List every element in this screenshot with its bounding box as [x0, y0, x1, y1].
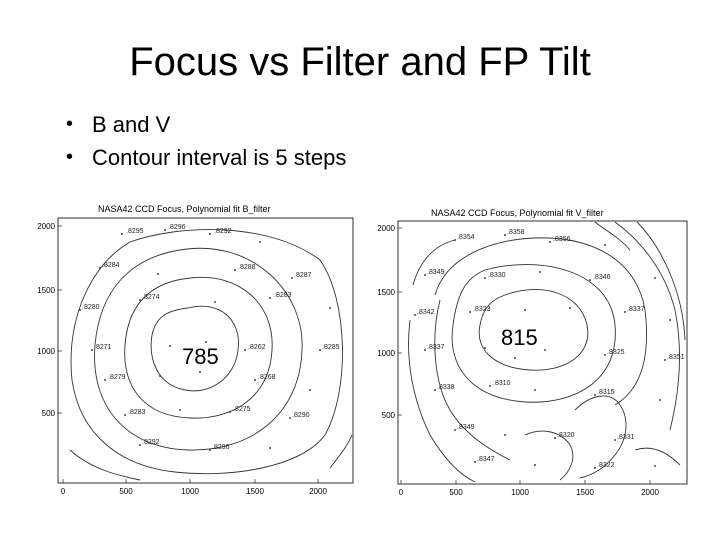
svg-text:.8283: .8283 — [128, 409, 146, 416]
contour-figure — [365, 200, 695, 500]
svg-text:.8320: .8320 — [557, 432, 575, 439]
svg-text:.8287: .8287 — [294, 272, 312, 279]
center-value-label: 815 — [501, 325, 538, 350]
svg-text:.8346: .8346 — [593, 274, 611, 281]
svg-text:.8347: .8347 — [477, 456, 495, 463]
svg-text:.8331: .8331 — [617, 434, 635, 441]
x-axis — [61, 479, 328, 496]
contour-lines — [409, 222, 685, 482]
svg-text:.8330: .8330 — [488, 272, 506, 279]
y-tick-label: 1000 — [377, 349, 395, 358]
svg-text:.8280: .8280 — [82, 304, 100, 311]
svg-text:.8283: .8283 — [274, 292, 292, 299]
bullet-dot-icon: • — [66, 146, 74, 168]
x-tick-label: 0 — [60, 487, 66, 496]
bullet-item — [66, 141, 346, 174]
point-annotations — [417, 229, 685, 469]
x-tick-label: 1500 — [246, 487, 264, 496]
contour-plot-v-filter — [365, 200, 695, 500]
svg-text:.8356: .8356 — [553, 236, 571, 243]
y-tick-label: 2000 — [37, 222, 55, 231]
x-tick-label: 0 — [398, 488, 404, 497]
slide-title: Focus vs Filter and FP Tilt — [129, 40, 591, 84]
bullet-dot-icon: • — [66, 113, 74, 135]
plot-title: NASA42 CCD Focus, Polynomial fit B_filter — [98, 204, 271, 214]
svg-text:.8342: .8342 — [417, 309, 435, 316]
svg-text:.8271: .8271 — [94, 344, 112, 351]
svg-text:.8315: .8315 — [597, 389, 615, 396]
svg-text:.8274: .8274 — [142, 294, 160, 301]
svg-text:.8295: .8295 — [126, 228, 144, 235]
bullet-text: B and V — [92, 112, 171, 137]
svg-text:.8349: .8349 — [457, 424, 475, 431]
x-tick-label: 500 — [449, 488, 463, 497]
svg-text:.8349: .8349 — [427, 269, 445, 276]
y-tick-label: 1500 — [37, 286, 55, 295]
svg-text:.8285: .8285 — [322, 344, 340, 351]
svg-text:.8337: .8337 — [627, 306, 645, 313]
svg-text:.8288: .8288 — [238, 264, 256, 271]
contour-plot-b-filter — [30, 200, 360, 500]
plot-frame — [398, 221, 687, 484]
svg-text:.8337: .8337 — [427, 344, 445, 351]
svg-text:.8351: .8351 — [667, 354, 685, 361]
svg-text:.8296: .8296 — [212, 444, 230, 451]
y-tick-label: 500 — [41, 409, 55, 418]
svg-text:.8275: .8275 — [233, 406, 251, 413]
y-tick-label: 500 — [381, 411, 395, 420]
svg-text:.8292: .8292 — [214, 228, 232, 235]
y-tick-label: 2000 — [377, 224, 395, 233]
x-tick-label: 1500 — [576, 488, 594, 497]
y-tick-label: 1000 — [37, 347, 55, 356]
bullet-list — [66, 108, 346, 174]
svg-text:.8268: .8268 — [258, 374, 276, 381]
svg-text:.8290: .8290 — [292, 412, 310, 419]
svg-text:.8323: .8323 — [473, 306, 491, 313]
plot-title: NASA42 CCD Focus, Polynomial fit V_filter — [431, 208, 604, 218]
svg-text:.8338: .8338 — [437, 384, 455, 391]
x-tick-label: 2000 — [641, 488, 659, 497]
x-tick-label: 1000 — [181, 487, 199, 496]
x-tick-label: 1000 — [511, 488, 529, 497]
svg-text:.8262: .8262 — [248, 344, 266, 351]
svg-text:.8325: .8325 — [607, 349, 625, 356]
svg-text:.8292: .8292 — [142, 439, 160, 446]
x-axis — [399, 480, 660, 497]
bullet-text: Contour interval is 5 steps — [92, 145, 347, 170]
svg-text:.8354: .8354 — [457, 234, 475, 241]
svg-text:.8279: .8279 — [108, 374, 126, 381]
svg-text:.8310: .8310 — [493, 380, 511, 387]
svg-text:.8296: .8296 — [168, 224, 186, 231]
svg-text:.8284: .8284 — [102, 262, 120, 269]
svg-text:.8358: .8358 — [507, 229, 525, 236]
svg-text:.8322: .8322 — [597, 462, 615, 469]
y-tick-label: 1500 — [377, 288, 395, 297]
x-tick-label: 500 — [119, 487, 133, 496]
x-tick-label: 2000 — [309, 487, 327, 496]
center-value-label: 785 — [182, 344, 219, 369]
bullet-item — [66, 108, 346, 141]
